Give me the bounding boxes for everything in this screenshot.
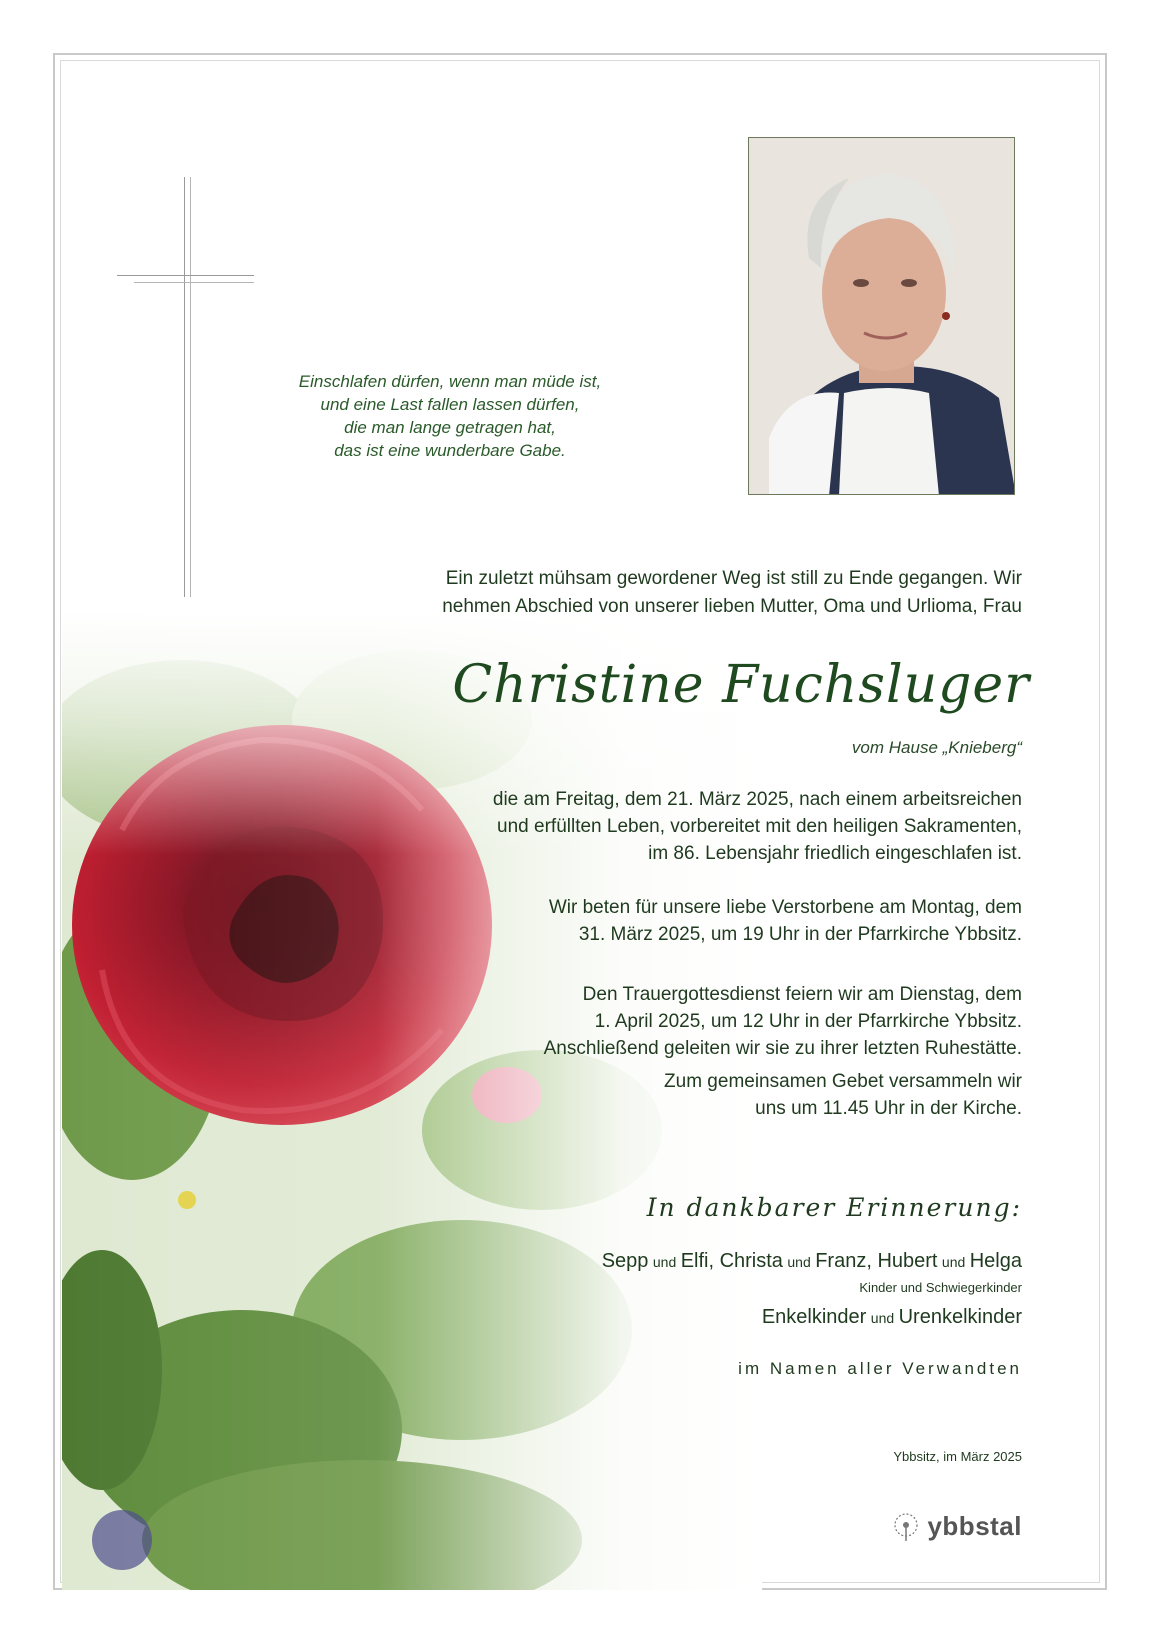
kinder-label: Kinder und Schwiegerkinder bbox=[859, 1280, 1022, 1295]
prayer-notice bbox=[549, 894, 1022, 948]
prayer-line: 31. März 2025, um 19 Uhr in der Pfarrkirche Ybbsitz. bbox=[578, 924, 1022, 945]
great-grandchildren: Urenkelkinder bbox=[898, 1306, 1022, 1328]
family-name: Helga bbox=[969, 1250, 1022, 1272]
intro-text bbox=[442, 565, 1022, 621]
dandelion-icon bbox=[891, 1512, 921, 1542]
and-word: und bbox=[941, 1254, 966, 1270]
notice-line: die am Freitag, dem 21. März 2025, nach einem arbeitsreichen bbox=[492, 789, 1022, 810]
quote-line: und eine Last fallen lassen dürfen, bbox=[320, 395, 580, 414]
death-notice bbox=[493, 786, 1022, 867]
gathering-line: uns um 11.45 Uhr in der Kirche. bbox=[755, 1098, 1022, 1119]
intro-line: nehmen Abschied von unserer lieben Mutter, Oma und Urlioma, Frau bbox=[442, 596, 1022, 617]
family-names bbox=[602, 1250, 1022, 1273]
portrait-photo bbox=[748, 137, 1015, 495]
quote-line: das ist eine wunderbare Gabe. bbox=[334, 441, 566, 460]
gathering-notice bbox=[664, 1068, 1022, 1122]
deceased-name: Christine Fuchsluger bbox=[452, 655, 1030, 715]
rose-image bbox=[62, 610, 762, 1590]
memorial-quote bbox=[230, 370, 670, 462]
and-word: und bbox=[870, 1310, 895, 1326]
cross-horizontal-line-shadow bbox=[134, 282, 254, 283]
and-word: und bbox=[652, 1254, 677, 1270]
cross-vertical-line-shadow bbox=[190, 177, 191, 597]
family-name: Sepp bbox=[601, 1250, 649, 1272]
family-name: Elfi, Christa bbox=[680, 1250, 783, 1272]
grandchildren: Enkelkinder bbox=[761, 1306, 867, 1328]
service-notice bbox=[544, 981, 1022, 1062]
ybbstal-logo bbox=[891, 1511, 1022, 1542]
logo-text: ybbstal bbox=[927, 1511, 1022, 1541]
notice-line: und erfüllten Leben, vorbereitet mit den heiligen Sakramenten, bbox=[497, 816, 1022, 837]
service-line: 1. April 2025, um 12 Uhr in der Pfarrkirche Ybbsitz. bbox=[594, 1011, 1022, 1032]
prayer-line: Wir beten für unsere liebe Verstorbene am Montag, dem bbox=[548, 897, 1022, 918]
place-date: Ybbsitz, im März 2025 bbox=[893, 1449, 1022, 1464]
quote-line: Einschlafen dürfen, wenn man müde ist, bbox=[298, 372, 602, 391]
gathering-line: Zum gemeinsamen Gebet versammeln wir bbox=[664, 1071, 1022, 1092]
cross-horizontal-line bbox=[117, 275, 254, 276]
and-word: und bbox=[787, 1254, 811, 1270]
cross-vertical-line bbox=[184, 177, 185, 597]
service-line: Anschließend geleiten wir sie zu ihrer letzten Ruhestätte. bbox=[543, 1038, 1022, 1059]
grandchildren-line bbox=[762, 1306, 1022, 1329]
intro-line: Ein zuletzt mühsam gewordener Weg ist still zu Ende gegangen. Wir bbox=[445, 568, 1022, 589]
quote-line: die man lange getragen hat, bbox=[344, 418, 556, 437]
house-name: vom Hause „Knieberg“ bbox=[851, 738, 1022, 757]
service-line: Den Trauergottesdienst feiern wir am Dienstag, dem bbox=[582, 984, 1022, 1005]
notice-line: im 86. Lebensjahr friedlich eingeschlafen ist. bbox=[648, 843, 1022, 864]
family-name: Franz, Hubert bbox=[815, 1250, 938, 1272]
thanks-heading: In dankbarer Erinnerung: bbox=[646, 1193, 1022, 1222]
relatives-line: im Namen aller Verwandten bbox=[738, 1359, 1022, 1378]
